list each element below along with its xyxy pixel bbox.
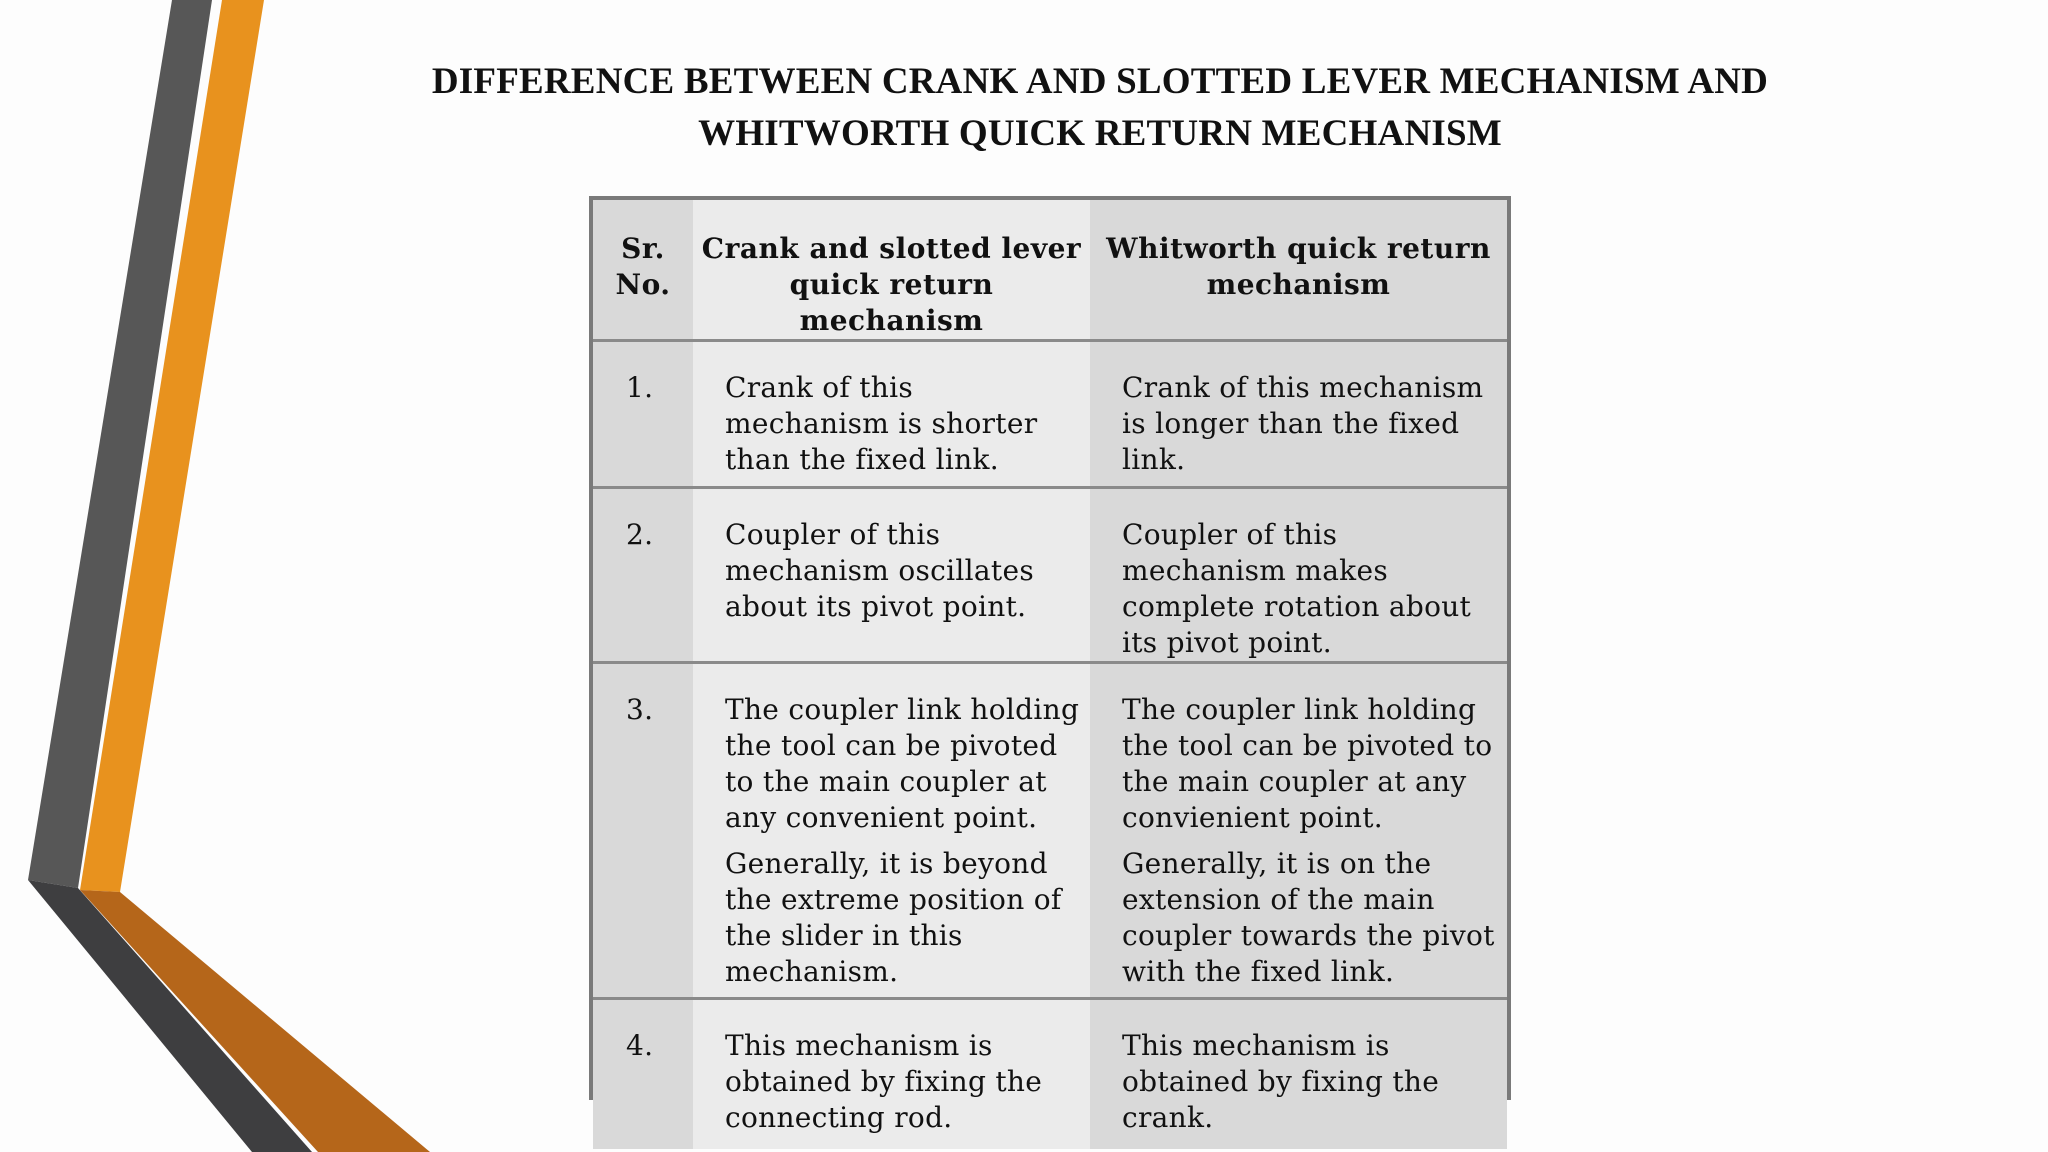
cell-text: Crank of this mechanism is shorter than the fixed link. [725, 371, 1038, 476]
header-sr-no: Sr. No. [593, 200, 693, 341]
cell-text: Crank of this mechanism is longer than the fixed link. [1122, 371, 1484, 476]
table-header-row [593, 200, 1507, 341]
row-crank-cell [693, 663, 1090, 999]
row-crank-cell [693, 999, 1090, 1149]
row-crank-cell [693, 341, 1090, 488]
table-row [593, 663, 1507, 999]
header-whitworth: Whitworth quick return mechanism [1090, 200, 1507, 341]
row-crank-cell [693, 488, 1090, 663]
row-sr-no: 2. [593, 488, 693, 663]
table-row [593, 488, 1507, 663]
row-sr-no: 3. [593, 663, 693, 999]
table-row [593, 999, 1507, 1149]
cell-text: Generally, it is on the extension of the main coupler towards the pivot with the fixed link. [1122, 847, 1495, 988]
row-whitworth-cell [1090, 341, 1507, 488]
title-line-2: WHITWORTH QUICK RETURN MECHANISM [698, 113, 1502, 154]
cell-text: This mechanism is obtained by fixing the crank. [1122, 1029, 1440, 1134]
row-whitworth-cell [1090, 488, 1507, 663]
cell-text: The coupler link holding the tool can be pivoted to the main coupler at any convienient point. [1122, 693, 1493, 834]
cell-text: Coupler of this mechanism makes complete rotation about its pivot point. [1122, 518, 1472, 659]
header-crank-slotted-lever: Crank and slotted lever quick return mechanism [693, 200, 1090, 341]
cell-text: This mechanism is obtained by fixing the connecting rod. [725, 1029, 1043, 1134]
row-whitworth-cell [1090, 663, 1507, 999]
row-sr-no: 1. [593, 341, 693, 488]
comparison-table [589, 196, 1511, 1134]
cell-text: Coupler of this mechanism oscillates about its pivot point. [725, 518, 1034, 623]
dark-stripe-diagonal [28, 880, 312, 1152]
slide-title [300, 56, 1900, 160]
cell-text: Generally, it is beyond the extreme position of the slider in this mechanism. [725, 847, 1062, 988]
row-whitworth-cell [1090, 999, 1507, 1149]
title-line-1: DIFFERENCE BETWEEN CRANK AND SLOTTED LEVER MECHANISM AND [431, 61, 1769, 102]
cell-text: The coupler link holding the tool can be pivoted to the main coupler at any convenient point. [725, 693, 1080, 834]
table-row [593, 341, 1507, 488]
row-sr-no: 4. [593, 999, 693, 1149]
